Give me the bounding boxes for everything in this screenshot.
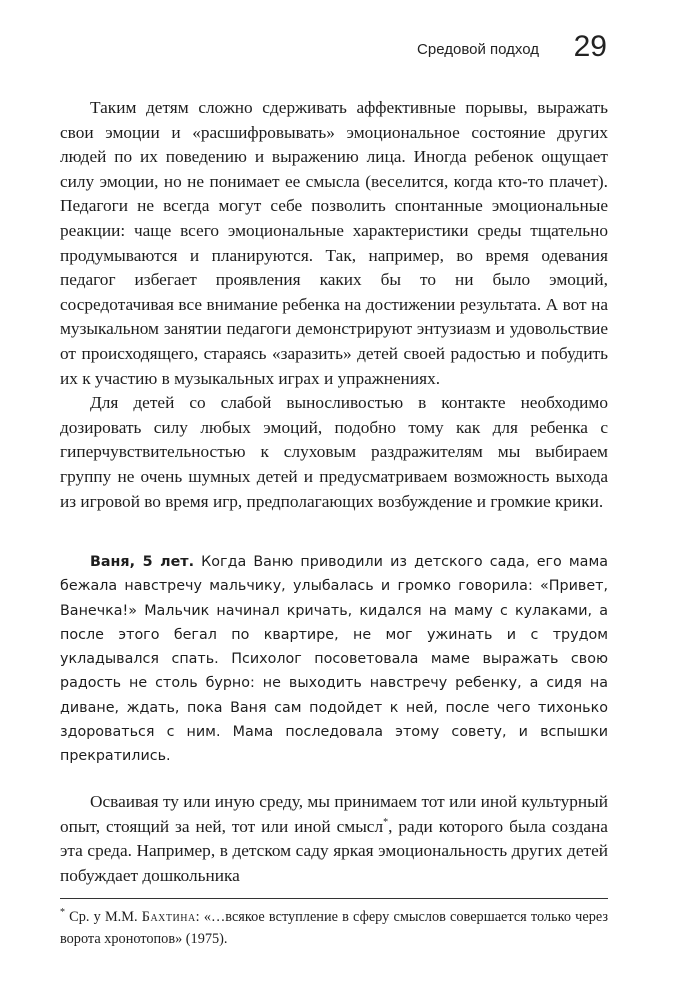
footnote-divider	[60, 898, 608, 899]
paragraph-1: Таким детям сложно сдерживать аффективные порывы, выражать свои эмоции и «расшифровывать» эмоциональное состояние других людей по их поведению и выражению лица. Иногда ребенок ощущает силу эмоции, но не понимает ее смысла (веселится, когда кто-то плачет). Педагоги не всегда могут себе позволить спонтанные эмоциональные реакции: чаще всего эмоциональные характеристики среды тщательно продумываются и планируются. Так, например, во время одевания педагог избегает проявления каких бы то ни было эмоций, сосредотачивая все внимание ребенка на достижении результата. А вот на музыкальном занятии педагоги демонстрируют энтузиазм и удовольствие от происходящего, стараясь «заразить» детей своей радостью и побудить их к участию в музыкальных играх и упражнениях.	[60, 98, 608, 388]
footnote-text	[60, 906, 608, 950]
footnote-author: Бахтина	[141, 909, 196, 925]
paragraph-2: Для детей со слабой выносливостью в контакте необходимо дозировать силу любых эмоций, подобно тому как для ребенка с гиперчувствительностью к слуховым раздражителям мы выбираем группу не очень шумных детей и предусматриваем возможность выхода из игровой во время игр, предполагающих возбуждение и громкие крики.	[60, 393, 608, 511]
footnote-quote: : «…всякое вступление в сферу смыслов совершается только через ворота хронотопов» (1975).	[60, 909, 609, 947]
body-text-bottom	[60, 790, 608, 888]
case-paragraph	[60, 550, 608, 769]
footnote-prefix: Ср. у М.М.	[65, 909, 142, 925]
footnote-mark: *	[60, 907, 65, 919]
footnote	[60, 906, 608, 950]
running-title: Средовой подход	[417, 41, 539, 58]
case-example	[60, 550, 608, 769]
page-number: 29	[573, 30, 607, 63]
case-text: Когда Ваню приводили из детского сада, его мама бежала навстречу мальчику, улыбалась и громко говорила: «Привет, Ванечка!» Мальчик начинал кричать, кидался на маму с кулаками, а после этого бегал по квартире, не мог ужинать и с трудом укладывался спать. Психолог посоветовала маме выражать свою радость не столь бурно: не выходить навстречу ребенку, а сидя на диване, ждать, пока Ваня сам подойдет к ней, после чего тихонько здороваться с ним. Мама последовала этому совету, и вспышки прекратились.	[60, 554, 608, 765]
footnote-reference[interactable]: *	[383, 816, 389, 828]
body-text-top	[60, 96, 608, 514]
page-header	[60, 30, 607, 66]
closing-text-end: , ради которого была создана эта среда. Например, в детском саду яркая эмоциональность других детей побуждает дошкольника	[60, 816, 608, 885]
closing-text-start: Осваивая ту или иную среду, мы принимаем тот или иной культурный опыт, стоящий за ней, тот или иной смысл	[60, 792, 608, 836]
closing-paragraph	[60, 790, 608, 888]
case-lead: Ваня, 5 лет.	[90, 554, 195, 570]
